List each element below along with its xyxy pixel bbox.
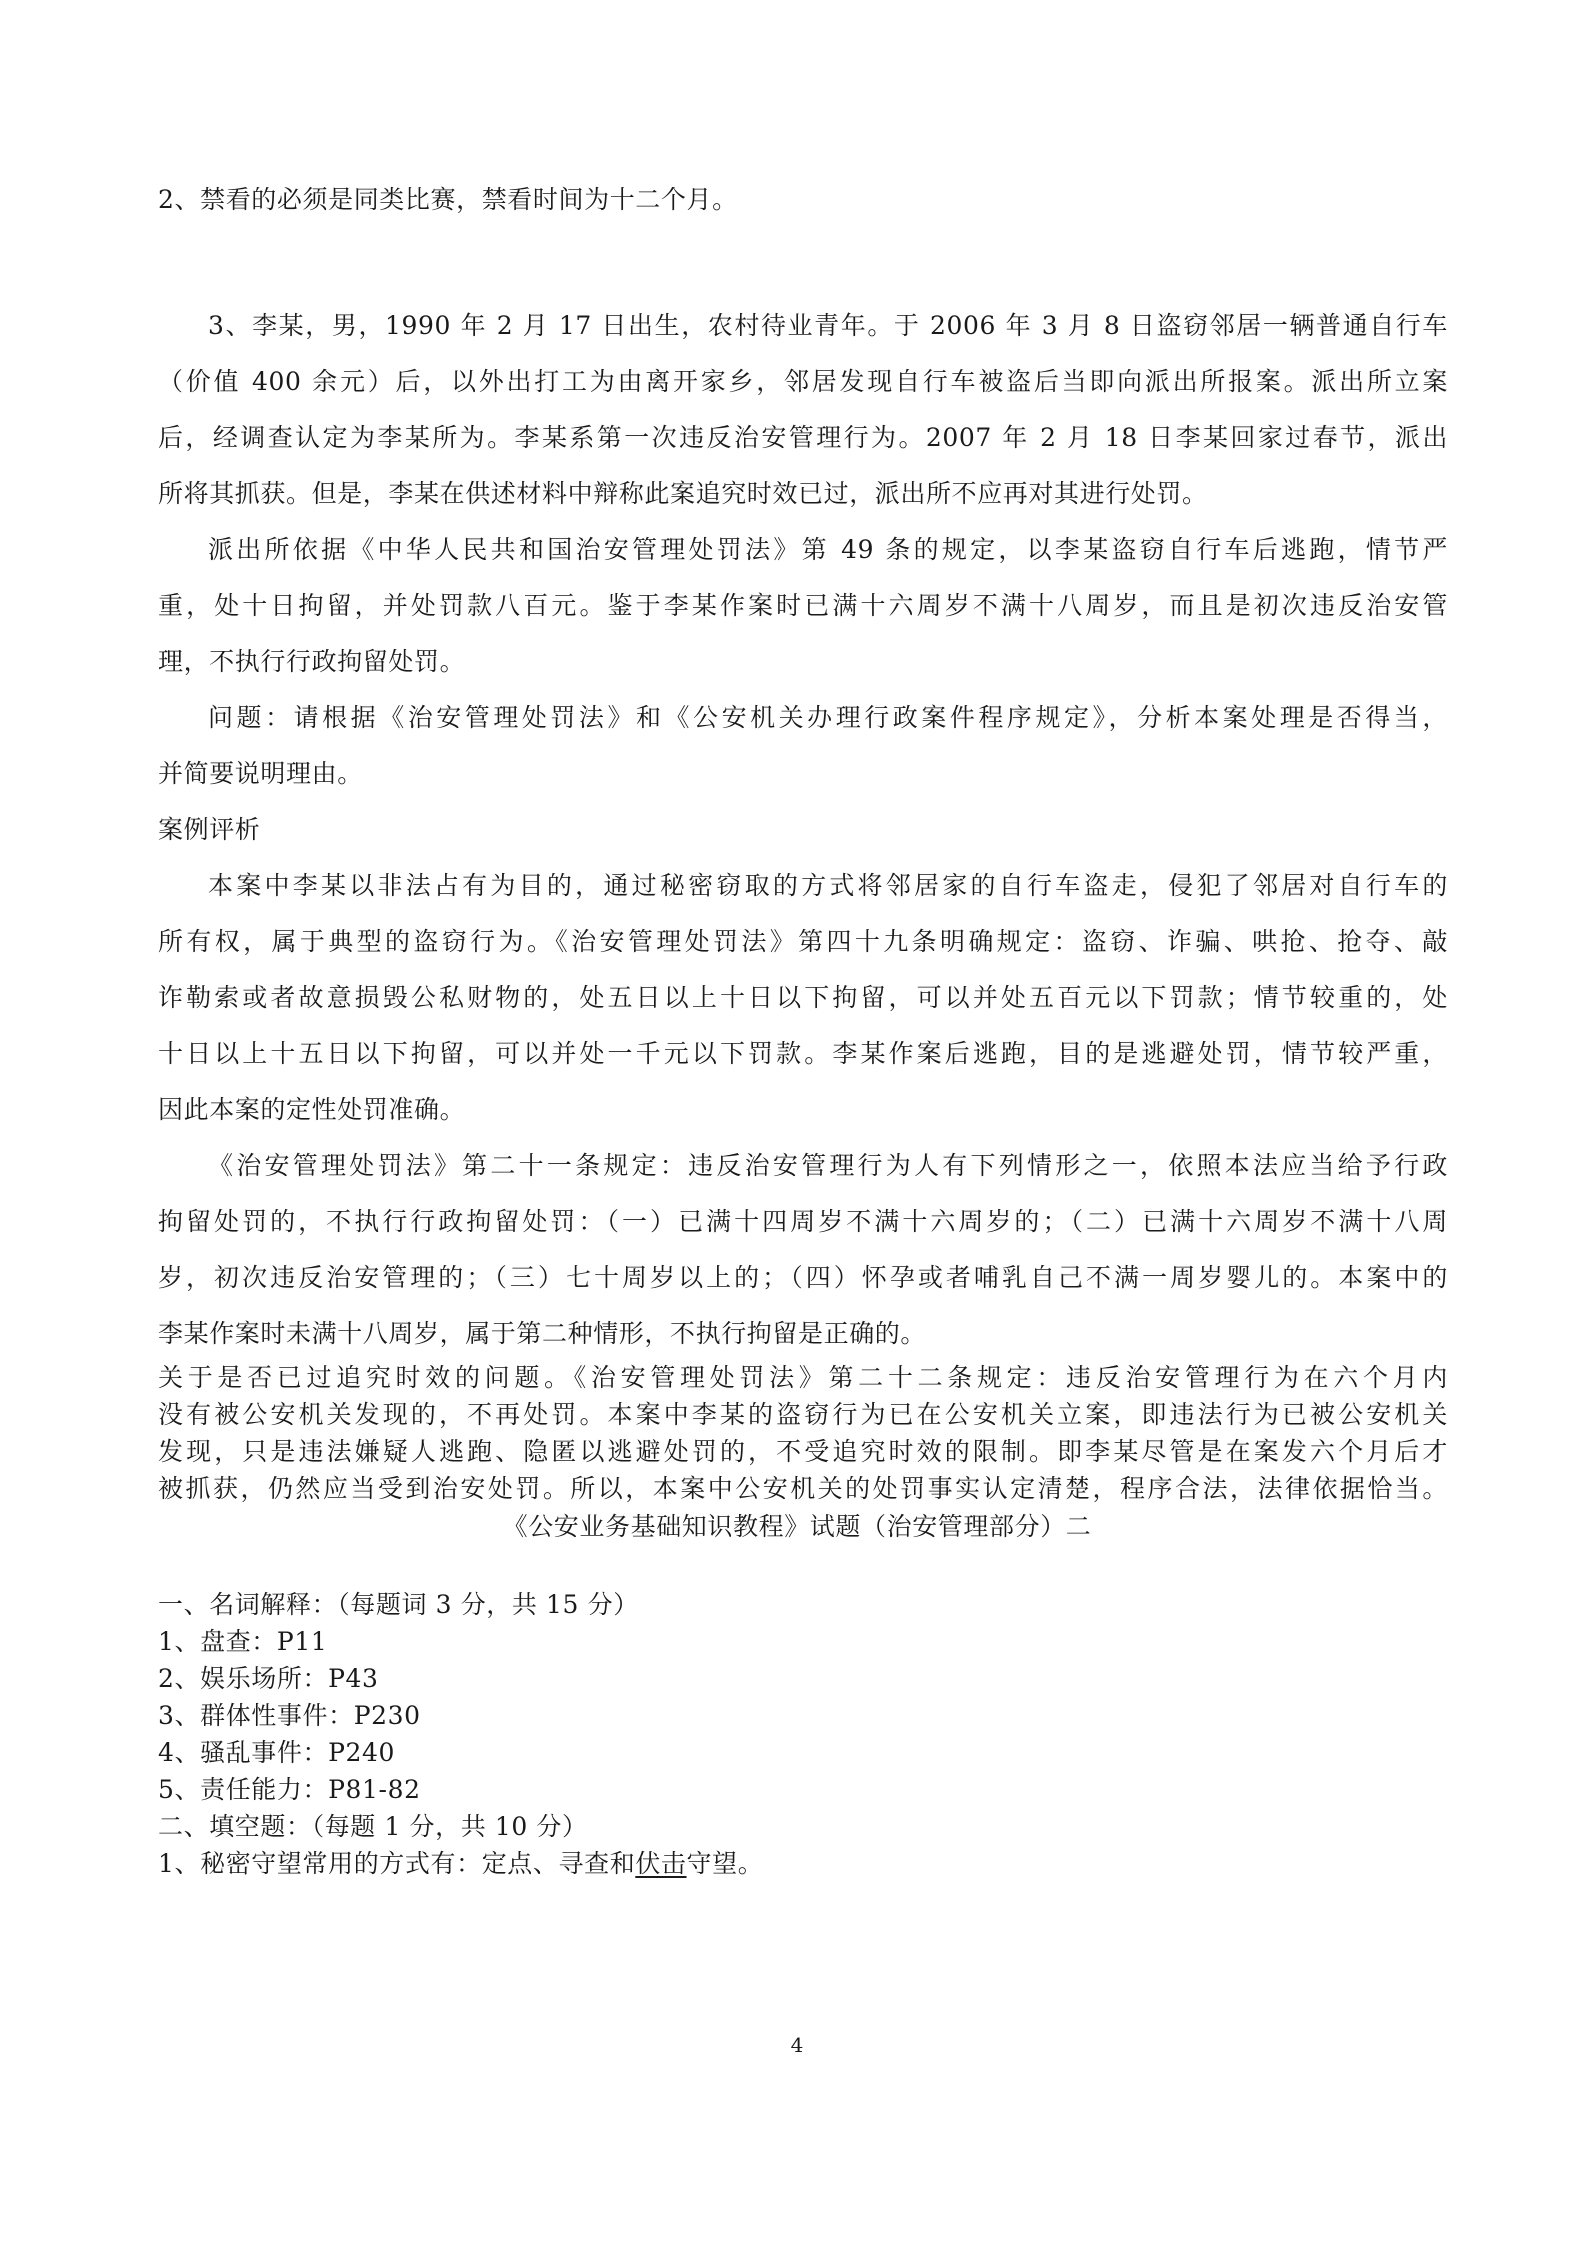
analysis-line-4: 十日以上十五日以下拘留，可以并处一千元以下罚款。李某作案后逃跑，目的是逃避处罚，情节较严重， xyxy=(158,1039,1448,1068)
section2-item-1 xyxy=(158,1847,1448,1881)
section2-item-1-suffix: 守望。 xyxy=(686,1849,764,1878)
analysis-line-8: 岁，初次违反治安管理的；（三）七十周岁以上的；（四）怀孕或者哺乳自己不满一周岁婴儿的。本案中的 xyxy=(158,1263,1448,1292)
analysis-line-5: 因此本案的定性处罚准确。 xyxy=(158,1095,466,1124)
analysis-line-9: 李某作案时未满十八周岁，属于第二种情形，不执行拘留是正确的。 xyxy=(158,1319,927,1348)
section1-item-4: 4、骚乱事件：P240 xyxy=(158,1738,396,1767)
case3-question-line-1: 问题：请根据《治安管理处罚法》和《公安机关办理行政案件程序规定》，分析本案处理是否得当， xyxy=(208,703,1448,732)
exam-title: 《公安业务基础知识教程》试题（治安管理部分）二 xyxy=(502,1512,1092,1541)
analysis-line-7: 拘留处罚的，不执行行政拘留处罚：（一）已满十四周岁不满十六周岁的；（二）已满十六周岁不满十八周 xyxy=(158,1207,1448,1236)
section1-item-1: 1、盘查：P11 xyxy=(158,1627,328,1656)
case3-line-4: 所将其抓获。但是，李某在供述材料中辩称此案追究时效已过，派出所不应再对其进行处罚。 xyxy=(158,479,1208,508)
section1-item-3: 3、群体性事件：P230 xyxy=(158,1701,421,1730)
case3-line-3: 后，经调查认定为李某所为。李某系第一次违反治安管理行为。2007 年 2 月 18 日李某回家过春节，派出 xyxy=(158,423,1448,452)
case3-line-5: 派出所依据《中华人民共和国治安管理处罚法》第 49 条的规定，以李某盗窃自行车后逃跑，情节严 xyxy=(208,535,1448,564)
page-number: 4 xyxy=(790,2033,804,2057)
case3-line-6: 重，处十日拘留，并处罚款八百元。鉴于李某作案时已满十六周岁不满十八周岁，而且是初次违反治安管 xyxy=(158,591,1448,620)
analysis-line-13: 被抓获，仍然应当受到治安处罚。所以，本案中公安机关的处罚事实认定清楚，程序合法，法律依据恰当。 xyxy=(158,1474,1448,1503)
analysis-line-1: 本案中李某以非法占有为目的，通过秘密窃取的方式将邻居家的自行车盗走，侵犯了邻居对自行车的 xyxy=(208,871,1448,900)
section2-item-1-answer: 伏击 xyxy=(635,1849,687,1878)
section2-item-1-prefix: 1、秘密守望常用的方式有：定点、寻查和 xyxy=(158,1849,636,1878)
analysis-heading: 案例评析 xyxy=(158,815,261,844)
case3-line-2: （价值 400 余元）后，以外出打工为由离开家乡，邻居发现自行车被盗后当即向派出所报案。派出所立案 xyxy=(158,367,1448,396)
section2-heading: 二、填空题：（每题 1 分，共 10 分） xyxy=(158,1812,588,1841)
section1-item-5: 5、责任能力：P81-82 xyxy=(158,1775,421,1804)
analysis-line-10: 关于是否已过追究时效的问题。《治安管理处罚法》第二十二条规定：违反治安管理行为在六个月内 xyxy=(158,1363,1448,1392)
section1-heading: 一、名词解释：（每题词 3 分，共 15 分） xyxy=(158,1590,639,1619)
list-item-ban-rule: 2、禁看的必须是同类比赛，禁看时间为十二个月。 xyxy=(158,185,738,214)
case3-question-line-2: 并简要说明理由。 xyxy=(158,759,363,788)
section1-item-2: 2、娱乐场所：P43 xyxy=(158,1664,379,1693)
analysis-line-12: 发现，只是违法嫌疑人逃跑、隐匿以逃避处罚的，不受追究时效的限制。即李某尽管是在案发六个月后才 xyxy=(158,1437,1448,1466)
analysis-line-2: 所有权，属于典型的盗窃行为。《治安管理处罚法》第四十九条明确规定：盗窃、诈骗、哄抢、抢夺、敲 xyxy=(158,927,1448,956)
case3-line-7: 理，不执行行政拘留处罚。 xyxy=(158,647,466,676)
analysis-line-3: 诈勒索或者故意损毁公私财物的，处五日以上十日以下拘留，可以并处五百元以下罚款；情节较重的，处 xyxy=(158,983,1448,1012)
case3-line-1: 3、李某，男，1990 年 2 月 17 日出生，农村待业青年。于 2006 年 3 月 8 日盗窃邻居一辆普通自行车 xyxy=(208,311,1448,340)
analysis-line-6: 《治安管理处罚法》第二十一条规定：违反治安管理行为人有下列情形之一，依照本法应当给予行政 xyxy=(208,1151,1448,1180)
analysis-line-11: 没有被公安机关发现的，不再处罚。本案中李某的盗窃行为已在公安机关立案，即违法行为已被公安机关 xyxy=(158,1400,1448,1429)
